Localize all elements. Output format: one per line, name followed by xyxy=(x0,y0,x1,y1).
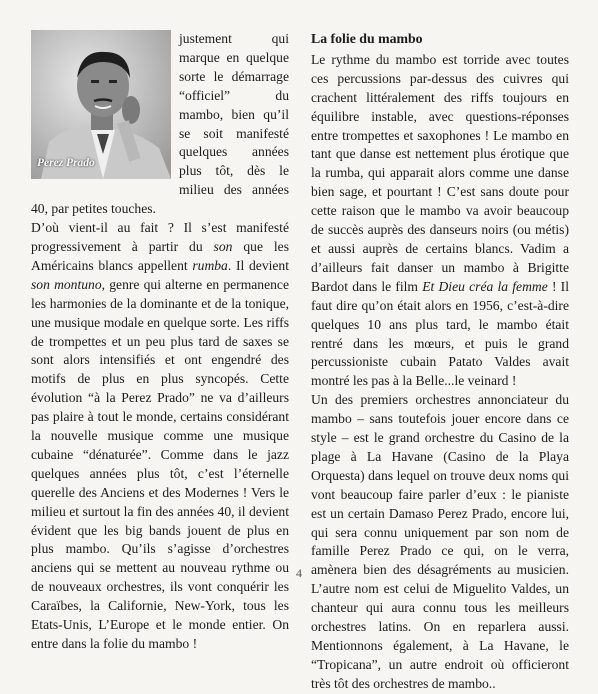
left-paragraph-1: justement qui marque en quelque sorte le démarrage “officiel” du mambo, bien qu’il se soit manifesté quelques années plus tôt, dès le milieu des années 40, par petites touches. xyxy=(31,31,289,217)
right-paragraph-1 xyxy=(311,51,569,391)
photo-caption: Perez Prado xyxy=(37,157,95,170)
right-column xyxy=(311,30,569,694)
section-heading: La folie du mambo xyxy=(311,31,423,46)
text-run: ! Il faut dire qu’on était alors en 1956, c’est-à-dire quelques 10 ans plus tard, le mambo était rentré dans les mœurs, et puis le grand percussioniste cubain Patato Valdes avait montré les pas à la Belle...le veinard ! xyxy=(311,278,569,389)
italic-term-son-montuno: son montuno xyxy=(31,276,102,292)
text-run: Le rythme du mambo est torride avec toutes ces percussions par-dessus des cuivres qui crachent littéralement des riffs toujours en équilibre instable, avec questions-réponses entre trompettes et saxophones ! Le mambo en tant que danse est nettement plus érotique que la rumba, qui apparait alors comme une danse bien sage, et pourtant ! C’est sans doute pour cette raison que le mambo va avoir beaucoup de succès auprès des danseurs noirs (ou métis) et aussi auprès de certains blancs. Vadim a d’ailleurs fait danser un mambo à Brigitte Bardot dans le film xyxy=(311,51,569,294)
text-run: . Il devient xyxy=(227,257,290,273)
page-number: 4 xyxy=(296,566,302,580)
left-column xyxy=(31,30,289,654)
right-paragraph-2: Un des premiers orchestres annonciateur du mambo – sans toutefois jouer encore dans ce style – est le grand orchestre du Casino de la plage à La Havane (Casino de la Playa Orquesta) dans lequel on trouve deux noms qui vont beaucoup faire parler d’eux : le pianiste est un certain Damaso Perez Prado, encore lui, qui sera connu uniquement par son nom de famille Perez Prado ce qui, on le verra, amènera bien des désagréments au musicien. L’autre nom est celui de Miguelito Valdes, un chanteur qui aura connu tous les meilleurs orchestres latins. On en reparlera aussi. Mentionnons également, à La Havane, le “Tropicana”, un autre endroit où officieront très tôt des orchestres de mambo.. xyxy=(311,392,569,691)
italic-term-rumba: rumba xyxy=(192,257,228,273)
portrait-photo xyxy=(31,30,171,179)
text-run: que les Américains blancs appellent xyxy=(31,238,289,273)
text-run: D’où vient-il au fait ? Il s’est manifesté progressivement à partir du xyxy=(31,220,289,254)
film-title: Et Dieu créa la femme xyxy=(422,278,548,294)
italic-term-son: son xyxy=(213,238,233,254)
text-run: , genre qui alterne en permanence les harmonies de la dominante et de la tonique, une musique modale en quelque sorte. Les riffs de trompettes et un peu plus tard de saxes se sont alors intensifiés et ont engendré des motifs de plus en plus syncopés. Cette évolution “à la Perez Prado” ne va d’ailleurs pas plaire à tout le monde, certains considérant la nouvelle musique comme une musique cubaine “dénaturée”. Comme dans le jazz quelques années plus tôt, c’est l’éternelle querelle des Anciens et des Modernes ! Vers le milieu et surtout la fin des années 40, il devient évident que les big bands jouent de plus en plus mambo. Qu’ils s’agisse d’orchestres anciens qui se mettent au nouveau rythme ou de nouveaux orchestres, ils vont conquérir les Caraïbes, la Californie, New-York, tous les Etats-Unis, L’Europe et le monde entier. On entre dans la folie du mambo ! xyxy=(31,276,289,651)
left-paragraph-2 xyxy=(31,219,289,654)
